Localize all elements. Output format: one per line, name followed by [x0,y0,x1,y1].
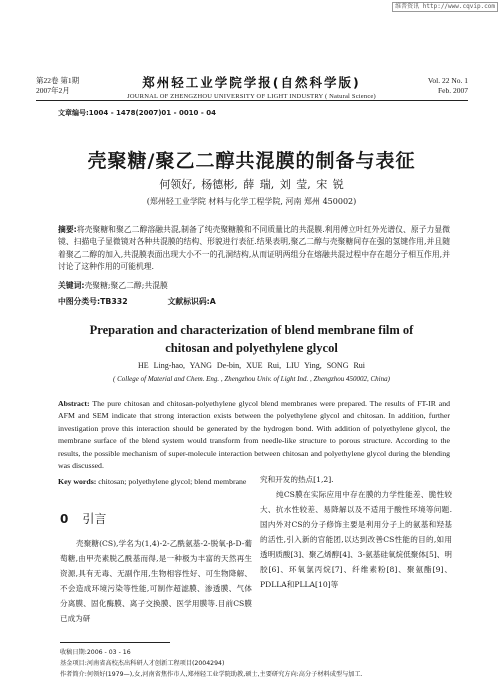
abstract-en-text: The pure chitosan and chitosan-polyethylene glycol blend membranes were prepared. The results of FT-IR and AFM and SEM indicate that strong interaction exists between the polyethylene glycol and chitosan. In addition, further investigation prove this interaction should be generated by the hydrogen bond. With addition of polyethylene glycol, the membrane surface of the blend system would transform from needle-like structure to porous structure. According to the results, the possible mechanism of super-molecule interaction between chitosan and polyethylene glycol during the blending was discussed. [58,399,451,471]
body-right-column: 纯CS膜在实际应用中存在膜的力学性能差、脆性较大、抗水性较差、易降解以及不适用于酸性环境等问题.国内外对CS的分子修饰主要是利用分子上的氨基和羟基的活性,引入新的官能团,以达到改善CS性能的目的,如用透明质酸[3]、聚乙烯醇[4]、3-氨基硅氧烷低聚体[5]、明胶[6]、环氧氯丙烷[7]、纤维素粉[8]、聚氨酯[9]、PDLLA和PLLA[10]等 [260,490,452,589]
title-en-line2: chitosan and polyethylene glycol [165,341,338,355]
affiliation-en: ( College of Material and Chem. Eng. , Zhengzhou Univ. of Light Ind. , Zhengzhou 450002, China) [113,375,390,383]
header-right [428,76,468,96]
footnote-fund: 基金项目:河南省高校杰出科研人才创新工程项目(2004294) [60,660,225,667]
authors-en: HE Ling-hao, YANG De-bin, XUE Rui, LIU Ying, SONG Rui [137,361,366,370]
authors-cn: 何领好, 杨德彬, 薛 瑞, 刘 莹, 宋 锐 [159,178,344,191]
footnote-author: 作者简介:何领好(1979—),女,河南省焦作市人,郑州轻工业学院助教,硕士,主要研究方向:高分子材料成型与加工. [60,671,363,678]
abstract-en-label: Abstract: [58,399,90,408]
body-left-column: 壳聚糖(CS),学名为(1,4)-2-乙酰氨基-2-脱氧-β-D-葡萄糖,由甲壳素脱乙酰基而得,是一种极为丰富的天然再生资源,具有无毒、无副作用,生物相容性好、可生物降解、不会造成环境污染等性能,可制作超滤膜、渗透膜、气体分离膜、固化酶膜、离子交换膜、医学用膜等.目前CS膜已成为研 [60,539,252,623]
abstract-cn-label: 摘要: [58,225,77,234]
footnote-rule [60,642,170,643]
section-heading [60,510,106,527]
title-en-line1: Preparation and characterization of blend membrane film of [89,323,414,337]
document-code: 文献标识码:A [167,297,216,306]
keywords-cn-text: 壳聚糖;聚乙二醇;共混膜 [84,281,168,290]
header-left [36,76,79,96]
keywords-en-label: Key words: [58,477,97,486]
publication-date-en: Feb. 2007 [438,86,468,95]
keywords-en [58,476,248,488]
keywords-cn-label: 关键词: [58,281,85,290]
article-number: 文章编号:1004 - 1478(2007)01 - 0010 - 04 [58,109,216,117]
title-cn: 壳聚糖/聚乙二醇共混膜的制备与表征 [87,150,416,172]
abstract-cn-text: 将壳聚糖和聚乙二醇溶融共混,制备了纯壳聚糖膜和不同质量比的共混膜.利用傅立叶红外光谱仪、原子力显微镜、扫描电子显微镜对各种共混膜的结构、形貌进行表征.结果表明,聚乙二醇与壳聚糖间存在强的氢键作用,并且随着聚乙二醇的加入,共混膜表面出现大小不一的孔洞结构,从而证明两组分在熔融共混过程中存在超分子相互作用,并讨论了这种作用的可能机理. [58,225,451,272]
volume-issue: 第22卷 第1期 [36,76,80,85]
affiliation-cn: (郑州轻工业学院 材料与化学工程学院, 河南 郑州 450002) [146,197,357,206]
section-title: 引言 [82,512,107,526]
watermark: 维普资讯 http://www.cqvip.com [392,2,498,12]
journal-title-cn: 郑州轻工业学院学报(自然科学版) [142,75,361,90]
title-en [0,321,503,357]
publication-date: 2007年2月 [36,86,70,95]
section-number: 0 [60,512,69,526]
journal-masthead [110,73,393,100]
header-rule [36,100,468,101]
abstract-cn [58,224,450,274]
classification-line [58,296,216,307]
keywords-en-text: chitosan; polyethylene glycol; blend membrane [98,477,247,486]
body-right-continuation: 究和开发的热点[1,2]. [260,475,334,484]
class-number: 中图分类号:TB332 [58,297,128,306]
volume-issue-en: Vol. 22 No. 1 [427,76,468,85]
keywords-cn [58,280,450,292]
journal-title-en: JOURNAL OF ZHENGZHOU UNIVERSITY OF LIGHT INDUSTRY ( Natural Science) [127,93,376,100]
footnote-received: 收稿日期:2006 - 03 - 16 [60,649,131,656]
abstract-en [58,398,450,472]
